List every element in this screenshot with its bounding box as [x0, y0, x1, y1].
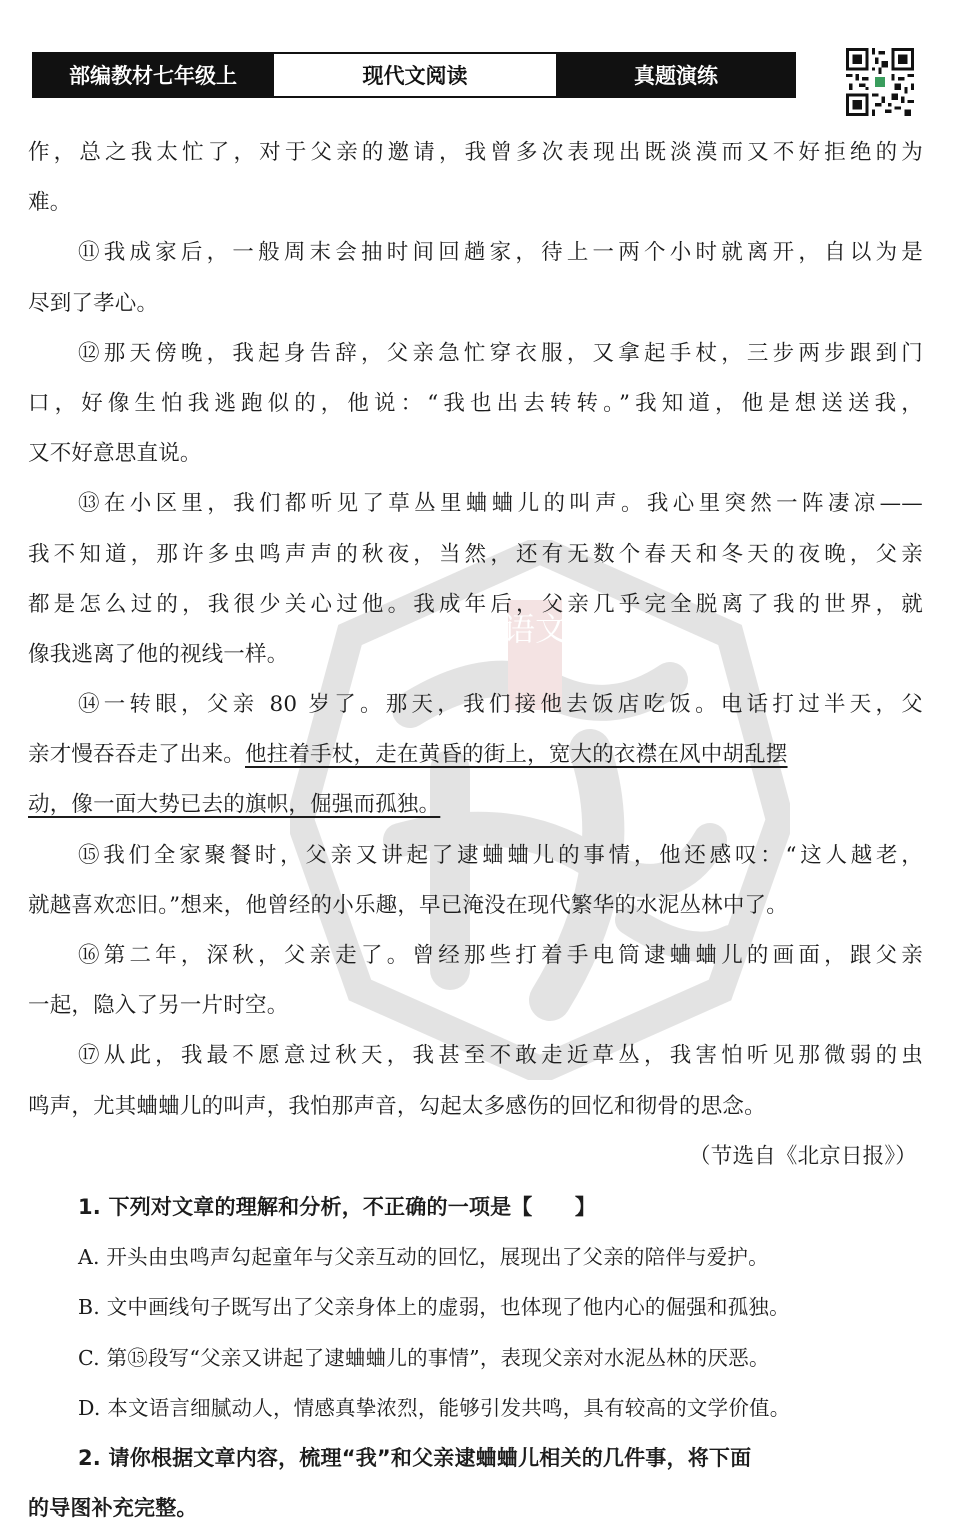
p11-line-2: 尽到了孝心。: [28, 290, 159, 316]
p13-line-2: 我不知道，那许多虫鸣声声的秋夜，当然，还有无数个春天和冬天的夜晚，父亲: [28, 541, 923, 567]
header-banner: [32, 52, 796, 98]
p10-line-2: 难。: [28, 190, 72, 216]
underlined-sentence-part-1: 他拄着手杖，走在黄昏的街上，宽大的衣襟在风中胡乱摆: [245, 742, 788, 768]
p14-line-1: ⑭一转眼，父亲 80 岁了。那天，我们接他去饭店吃饭。电话打过半天，父: [78, 692, 923, 718]
p14-line-3: [28, 780, 923, 830]
p13-line-1: ⑬在小区里，我们都听见了草丛里蛐蛐儿的叫声。我心里突然一阵凄凉——: [78, 491, 923, 517]
option-b: B. 文中画线句子既写出了父亲身体上的虚弱，也体现了他内心的倔强和孤独。: [78, 1295, 790, 1320]
header-section: 真题演练: [558, 54, 794, 96]
p17-line-2: 鸣声，尤其蛐蛐儿的叫声，我怕那声音，勾起太多感伤的回忆和彻骨的思念。: [28, 1093, 766, 1119]
option-d: D. 本文语言细腻动人，情感真挚浓烈，能够引发共鸣，具有较高的文学价值。: [78, 1395, 791, 1420]
option-a: A. 开头由虫鸣声勾起童年与父亲互动的回忆，展现出了父亲的陪伴与爱护。: [78, 1245, 769, 1270]
question-2-line-2: 的导图补充完整。: [28, 1496, 198, 1521]
question-1: 1. 下列对文章的理解和分析，不正确的一项是【 】: [78, 1194, 597, 1219]
header-textbook: 部编教材七年级上: [34, 54, 272, 96]
p12-line-2: 口，好像生怕我逃跑似的，他说：“我也出去转转。”我知道，他是想送送我，: [28, 390, 923, 416]
p12-line-1: ⑫那天傍晚，我起身告辞，父亲急忙穿衣服，又拿起手杖，三步两步跟到门: [78, 340, 923, 366]
option-c: C. 第⑮段写“父亲又讲起了逮蛐蛐儿的事情”，表现父亲对水泥丛林的厌恶。: [78, 1345, 770, 1370]
header-topic: 现代文阅读: [272, 54, 558, 96]
p10-line-1: 作，总之我太忙了，对于父亲的邀请，我曾多次表现出既淡漠而又不好拒绝的为: [28, 140, 923, 165]
p17-line-1: ⑰从此，我最不愿意过秋天，我甚至不敢走近草丛，我害怕听见那微弱的虫: [78, 1043, 923, 1069]
p13-line-4: 像我逃离了他的视线一样。: [28, 641, 289, 667]
passage-body: [28, 128, 923, 1533]
p16-line-2: 一起，隐入了另一片时空。: [28, 993, 289, 1019]
p15-line-2: 就越喜欢恋旧。”想来，他曾经的小乐趣，早已淹没在现代繁华的水泥丛林中了。: [28, 892, 788, 918]
question-2-line-1: 2. 请你根据文章内容，梳理“我”和父亲逮蛐蛐儿相关的几件事，将下面: [78, 1445, 752, 1470]
p16-line-1: ⑯第二年，深秋，父亲走了。曾经那些打着手电筒逮蛐蛐儿的画面，跟父亲: [78, 943, 923, 968]
p15-line-1: ⑮我们全家聚餐时，父亲又讲起了逮蛐蛐儿的事情，他还感叹：“这人越老，: [78, 842, 923, 868]
p14-line-2: [28, 730, 923, 780]
watermark-text: 语文: [502, 610, 568, 648]
p12-line-3: 又不好意思直说。: [28, 441, 202, 467]
p11-line-1: ⑪我成家后，一般周末会抽时间回趟家，待上一两个小时就离开，自以为是: [78, 240, 923, 266]
p13-line-3: 都是怎么过的，我很少关心过他。我成年后，父亲几乎完全脱离了我的世界，就: [28, 591, 923, 617]
p14-line-2-plain: 亲才慢吞吞走了出来。: [28, 742, 246, 768]
qr-code-icon[interactable]: [846, 48, 914, 116]
source-citation: （节选自《北京日报》）: [689, 1143, 917, 1169]
underlined-sentence-part-2: 动，像一面大势已去的旗帜，倔强而孤独。: [28, 792, 441, 818]
